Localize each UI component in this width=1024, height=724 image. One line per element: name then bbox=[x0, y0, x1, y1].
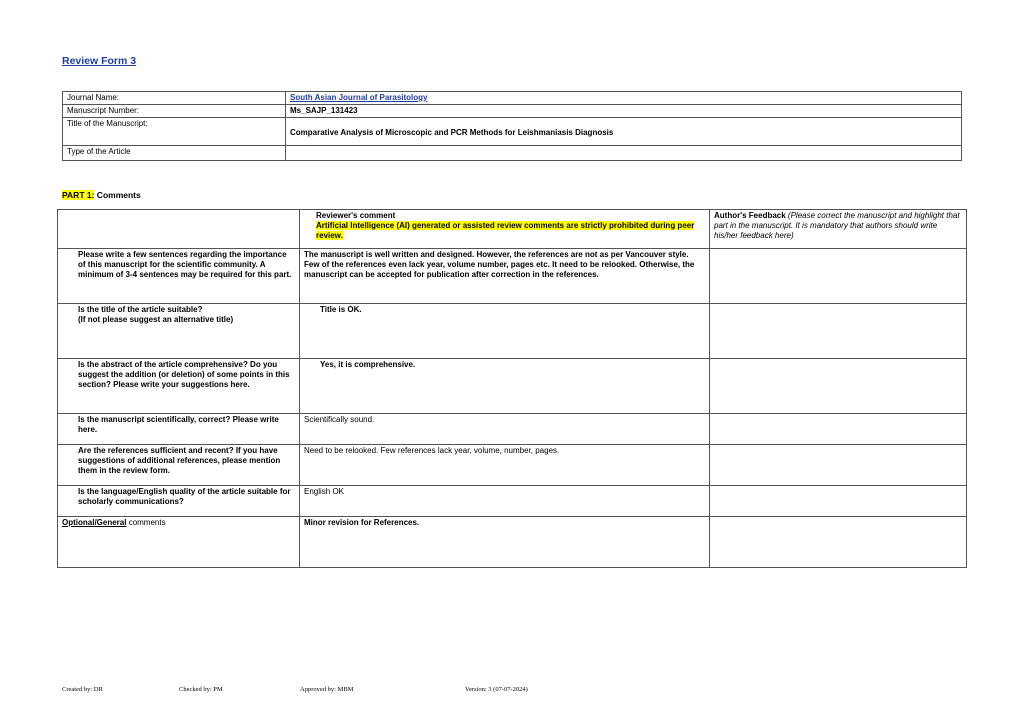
author-feedback-note: (Please correct the manuscript and highlight that part in the manuscript. It is mandatory that authors should write his/her feedback here) bbox=[714, 211, 960, 240]
question-cell: Please write a few sentences regarding the importance of this manuscript for the scientific community. A minimum of 3-4 sentences may be required for this part. bbox=[58, 249, 300, 304]
author-feedback-cell[interactable] bbox=[710, 249, 967, 304]
footer-version: Version: 3 (07-07-2024) bbox=[465, 686, 528, 693]
question-cell: Are the references sufficient and recent? If you have suggestions of additional references, please mention them in the review form. bbox=[58, 445, 300, 486]
footer-checked-by: Checked by: PM bbox=[179, 686, 223, 693]
table-row bbox=[58, 304, 967, 359]
table-row bbox=[58, 445, 967, 486]
author-header-cell bbox=[710, 210, 967, 249]
journal-value-cell bbox=[286, 92, 962, 105]
author-feedback-cell[interactable] bbox=[710, 359, 967, 414]
article-type-label: Type of the Article bbox=[63, 146, 286, 161]
ai-warning: Artificial Intelligence (AI) generated or assisted review comments are strictly prohibited during peer review. bbox=[316, 221, 695, 240]
question-line: (If not please suggest an alternative title) bbox=[78, 315, 234, 324]
footer-approved-by: Approved by: MBM bbox=[300, 686, 354, 693]
question-cell: Is the manuscript scientifically, correct? Please write here. bbox=[58, 414, 300, 445]
author-feedback-cell[interactable] bbox=[710, 414, 967, 445]
table-row bbox=[58, 249, 967, 304]
comments-header-row bbox=[58, 210, 967, 249]
reviewer-comment-cell[interactable]: English OK bbox=[300, 486, 710, 517]
part-heading bbox=[62, 190, 141, 200]
journal-label: Journal Name: bbox=[63, 92, 286, 105]
journal-link[interactable]: South Asian Journal of Parasitology bbox=[290, 93, 428, 102]
article-type-row bbox=[63, 146, 962, 161]
author-feedback-cell[interactable] bbox=[710, 486, 967, 517]
author-feedback-title: Author's Feedback bbox=[714, 211, 786, 220]
reviewer-comment-cell[interactable]: Need to be relooked. Few references lack year, volume, number, pages. bbox=[300, 445, 710, 486]
footer-created-by: Created by: DR bbox=[62, 686, 103, 693]
optional-comments-suffix: comments bbox=[126, 518, 166, 527]
optional-label-cell bbox=[58, 517, 300, 568]
optional-comment-cell[interactable]: Minor revision for References. bbox=[300, 517, 710, 568]
manuscript-number-value: Ms_SAJP_131423 bbox=[286, 105, 962, 118]
manuscript-number-label: Manuscript Number: bbox=[63, 105, 286, 118]
reviewer-comment-cell[interactable]: The manuscript is well written and designed. However, the references are not as per Vancouver style. Few of the references even lack year, volume number, pages etc. It need to be relooked. Otherwise, the manuscript can be accepted for publication after correction in the references. bbox=[300, 249, 710, 304]
manuscript-title-label: Title of the Manuscript: bbox=[63, 118, 286, 146]
journal-row bbox=[63, 92, 962, 105]
question-cell: Is the abstract of the article comprehensive? Do you suggest the addition (or deletion) of some points in this section? Please write your suggestions here. bbox=[58, 359, 300, 414]
author-feedback-cell[interactable] bbox=[710, 445, 967, 486]
author-feedback-cell[interactable] bbox=[710, 304, 967, 359]
header-empty-cell bbox=[58, 210, 300, 249]
optional-general-label: Optional/General bbox=[62, 518, 127, 527]
question-line: Is the title of the article suitable? bbox=[78, 305, 203, 314]
table-row bbox=[58, 486, 967, 517]
question-cell bbox=[58, 304, 300, 359]
manuscript-info-table bbox=[62, 91, 962, 161]
manuscript-number-row bbox=[63, 105, 962, 118]
optional-comments-row bbox=[58, 517, 967, 568]
manuscript-title-value: Comparative Analysis of Microscopic and PCR Methods for Leishmaniasis Diagnosis bbox=[286, 118, 962, 146]
reviewer-comment-cell[interactable]: Title is OK. bbox=[300, 304, 710, 359]
table-row bbox=[58, 414, 967, 445]
part-title: Comments bbox=[94, 190, 141, 200]
table-row bbox=[58, 359, 967, 414]
form-title: Review Form 3 bbox=[62, 55, 137, 67]
question-cell: Is the language/English quality of the article suitable for scholarly communications? bbox=[58, 486, 300, 517]
reviewer-comment-cell[interactable]: Yes, it is comprehensive. bbox=[300, 359, 710, 414]
comments-table bbox=[57, 209, 967, 568]
part-number: PART 1: bbox=[62, 190, 95, 200]
optional-author-feedback-cell[interactable] bbox=[710, 517, 967, 568]
manuscript-title-row bbox=[63, 118, 962, 146]
article-type-value[interactable] bbox=[286, 146, 962, 161]
reviewer-comment-cell[interactable]: Scientifically sound. bbox=[300, 414, 710, 445]
reviewer-comment-title: Reviewer's comment bbox=[316, 211, 396, 220]
reviewer-header-cell bbox=[300, 210, 710, 249]
